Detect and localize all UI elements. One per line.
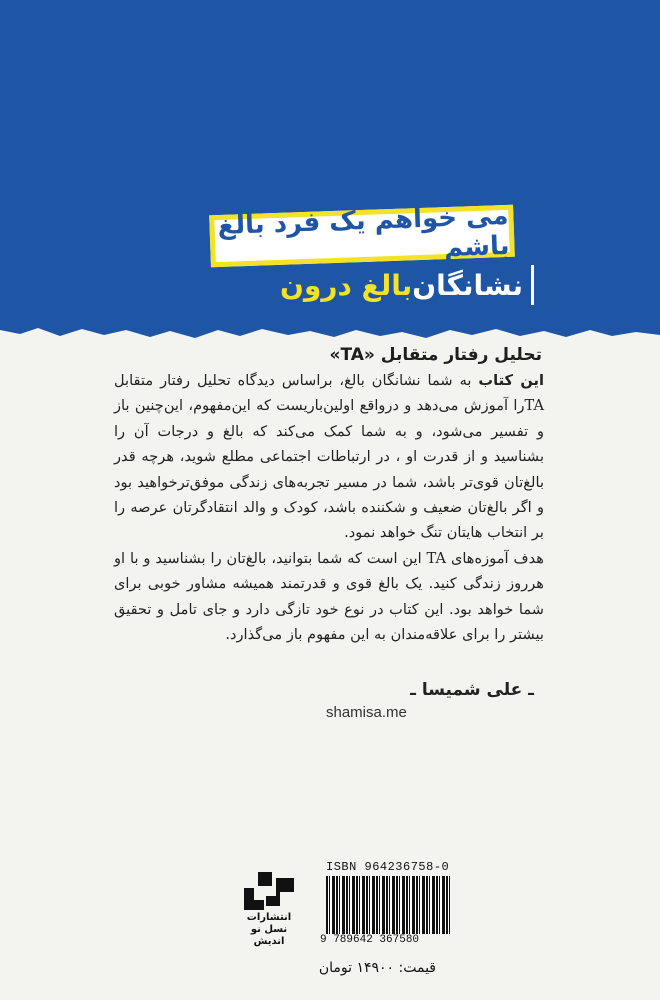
barcode: [326, 876, 450, 934]
publisher-name: [238, 912, 300, 948]
publisher-line-1: انتشارات: [246, 912, 292, 923]
blurb-paragraph-1: [114, 368, 544, 546]
publisher-line-2: نسل نو اندیش: [250, 924, 288, 947]
blurb: [114, 368, 544, 647]
website-url: shamisa.me: [326, 704, 407, 721]
subtitle-main: نشانگان: [412, 268, 523, 302]
subtitle-accent: بالغ درون: [280, 268, 413, 302]
headline-banner: [209, 200, 515, 268]
section-title: تحلیل رفتار متقابل «TA»: [329, 345, 542, 365]
isbn-text: ISBN 964236758-0: [326, 860, 450, 874]
book-subtitle: [272, 265, 534, 305]
torn-paper-edge: [0, 318, 660, 348]
price-label: قیمت: ۱۴۹۰۰ تومان: [318, 960, 436, 976]
headline-text: می خواهم یک فرد بالغ باشم: [217, 200, 510, 264]
blurb-p1-text: به شما نشانگان بالغ، براساس دیدگاه تحلیل رفتار متقابل TAرا آموزش می‌دهد و درواقع اولین‌باریست که این‌مفهوم، این‌چنین باز و تفسیر می‌شود، و به شما کمک می‌کند که بالغ و درجات آن را بشناسید و از قدرت او ، در ارتباطات اجتماعی مطلع شوید، هرچه قدر بالغ‌تان قوی‌تر باشد، شما در مسیر تجربه‌های زندگی موفق‌ترخواهید بود و اگر بالغ‌تان ضعیف و شکننده باشد، کودک و والد انتقادگرتان عرصه را بر انتخاب هایتان تنگ خواهد نمود.: [114, 372, 544, 542]
barcode-number: 9 789642 367580: [320, 934, 420, 946]
author-name: ـ علی شمیسا ـ: [410, 680, 534, 700]
blurb-lead: این کتاب: [478, 372, 545, 389]
blurb-paragraph-2: هدف آموزه‌های TA این است که شما بتوانید، بالغ‌تان را بشناسید و با او هرروز زندگی کنید. یک بالغ قوی و قدرتمند همیشه مشاور خوبی برای شما خواهد بود. این کتاب در نوع خود تازگی دارد و جای تامل و تحقیق بیشتر را برای علاقه‌مندان به این مفهوم باز می‌گذارد.: [114, 549, 545, 644]
